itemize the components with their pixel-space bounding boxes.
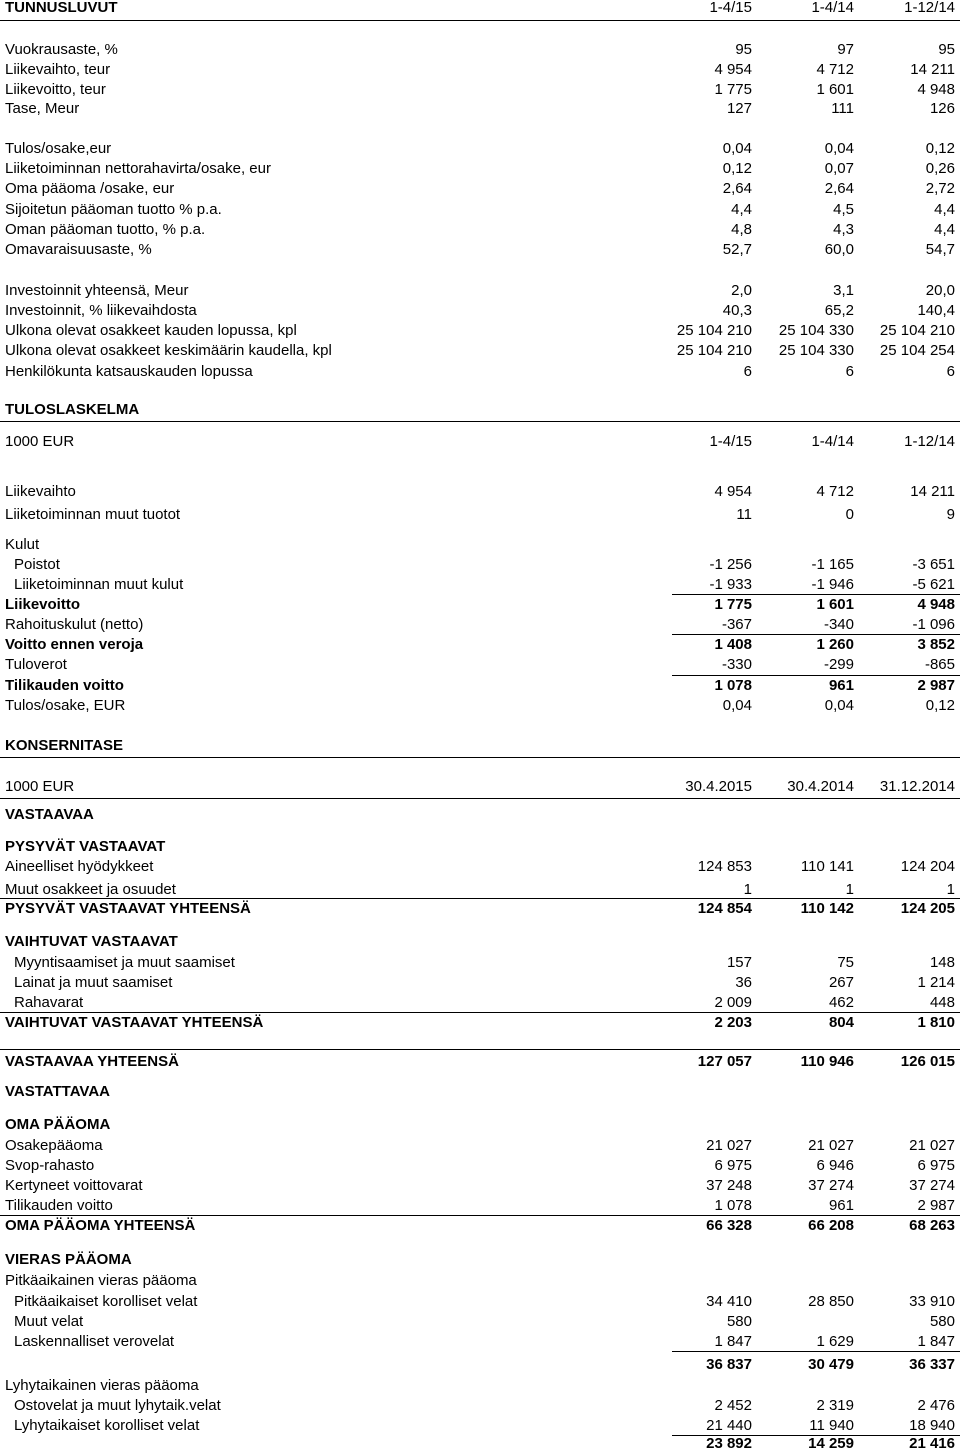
section-title: KONSERNITASE [5, 737, 124, 754]
table-row [0, 555, 960, 575]
cell-value: -367 [721, 616, 752, 633]
cell-value: 267 [828, 974, 854, 991]
cell-value: 1 260 [816, 636, 854, 653]
cell-value: 2,64 [722, 180, 752, 197]
cell-value: 36 837 [706, 1356, 752, 1373]
cell-value: 580 [929, 1313, 955, 1330]
row-label: Tulos/osake, EUR [5, 697, 126, 714]
cell-value: 23 892 [706, 1435, 752, 1452]
vastaavaa-title: VASTAAVAA [5, 806, 94, 823]
cell-value: 40,3 [722, 302, 752, 319]
cell-value: 6 946 [816, 1157, 854, 1174]
divider [0, 757, 960, 758]
cell-value: 148 [929, 954, 955, 971]
cell-value: 1 078 [714, 677, 752, 694]
row-label: Henkilökunta katsauskauden lopussa [5, 363, 253, 380]
table-row [0, 281, 960, 301]
cell-value: 97 [837, 41, 854, 58]
cell-value: 0 [845, 506, 854, 523]
row-label: Investoinnit yhteensä, Meur [5, 282, 189, 299]
cell-value: 2 987 [917, 677, 955, 694]
row-label: VASTAAVAA YHTEENSÄ [5, 1053, 179, 1070]
cell-value: 4,4 [934, 221, 955, 238]
row-label: Poistot [14, 556, 60, 573]
cell-value: 65,2 [824, 302, 854, 319]
cell-value: 2 987 [917, 1197, 955, 1214]
cell-value: 21 416 [909, 1435, 955, 1452]
row-label: Liiketoiminnan muut tuotot [5, 506, 181, 523]
table-row [0, 615, 960, 635]
row-label: Sijoitetun pääoman tuotto % p.a. [5, 201, 222, 218]
cell-value: 4 948 [917, 81, 955, 98]
table-row [0, 139, 960, 159]
cell-value: 28 850 [808, 1293, 854, 1310]
cell-value: 2,0 [731, 282, 752, 299]
cell-value: 1 847 [714, 1333, 752, 1350]
cell-value: 1 214 [917, 974, 955, 991]
table-row [0, 575, 960, 595]
row-label: Rahavarat [14, 994, 84, 1011]
cell-value: 66 208 [808, 1217, 854, 1234]
row-label: OMA PÄÄOMA YHTEENSÄ [5, 1217, 196, 1234]
row-label: Liiketoiminnan nettorahavirta/osake, eur [5, 160, 271, 177]
group-title [0, 932, 960, 952]
cell-value: 6 [845, 363, 854, 380]
cell-value: 1 775 [714, 596, 752, 613]
cell-value: 462 [828, 994, 854, 1011]
cell-value: 2 452 [714, 1397, 752, 1414]
cell-value: 126 015 [900, 1053, 955, 1070]
cell-value: 66 328 [706, 1217, 752, 1234]
group-label-row [0, 535, 960, 555]
column-header-row [0, 777, 960, 797]
cell-value: 804 [828, 1014, 854, 1031]
period-header: 1-12/14 [904, 433, 955, 450]
cell-value: 14 259 [808, 1435, 854, 1452]
cell-value: 21 440 [706, 1417, 752, 1434]
subtotal-row [0, 595, 960, 615]
cell-value: 2 476 [917, 1397, 955, 1414]
cell-value: 37 248 [706, 1177, 752, 1194]
total-row [0, 899, 960, 919]
cell-value: 1 810 [917, 1014, 955, 1031]
cell-value: 124 854 [697, 900, 752, 917]
row-label: Lyhytaikaiset korolliset velat [14, 1417, 200, 1434]
tuloslaskelma-header [0, 400, 960, 420]
total-row [0, 1216, 960, 1236]
group-label-row [0, 1376, 960, 1396]
cell-value: 3 852 [917, 636, 955, 653]
group-title [0, 837, 960, 857]
cell-value: -1 933 [709, 576, 752, 593]
cell-value: 30 479 [808, 1356, 854, 1373]
row-label: Pitkäaikainen vieras pääoma [5, 1272, 197, 1289]
cell-value: 1 601 [816, 596, 854, 613]
cell-value: 37 274 [909, 1177, 955, 1194]
period-header: 1-12/14 [904, 0, 955, 16]
group-label-row [0, 1271, 960, 1291]
group-title [0, 1082, 960, 1102]
table-row [0, 301, 960, 321]
cell-value: 110 141 [800, 858, 854, 875]
cell-value: 1 601 [816, 81, 854, 98]
vaihtuvat-title: VAIHTUVAT VASTAAVAT [5, 933, 178, 950]
cell-value: 37 274 [808, 1177, 854, 1194]
cell-value: 4,4 [934, 201, 955, 218]
table-row [0, 857, 960, 877]
cell-value: 1 [743, 881, 752, 898]
row-label: Laskennalliset verovelat [14, 1333, 175, 1350]
cell-value: 33 910 [909, 1293, 955, 1310]
cell-value: 36 337 [909, 1356, 955, 1373]
period-header: 1-4/15 [709, 0, 752, 16]
cell-value: 0,12 [925, 697, 955, 714]
cell-value: -1 946 [811, 576, 854, 593]
pysyvat-title: PYSYVÄT VASTAAVAT [5, 838, 166, 855]
cell-value: 25 104 210 [676, 322, 752, 339]
row-label: Svop-rahasto [5, 1157, 95, 1174]
tunnusluvut-periods [0, 0, 960, 18]
table-row [0, 482, 960, 502]
section-title: TULOSLASKELMA [5, 401, 140, 418]
cell-value: 25 104 330 [778, 322, 854, 339]
subtotal-row [0, 635, 960, 655]
row-label: Voitto ennen veroja [5, 636, 144, 653]
cell-value: 126 [929, 100, 955, 117]
table-row [0, 1332, 960, 1352]
cell-value: 124 853 [697, 858, 752, 875]
cell-value: 1 847 [917, 1333, 955, 1350]
row-label: Ulkona olevat osakkeet kauden lopussa, kpl [5, 322, 297, 339]
cell-value: 2,72 [925, 180, 955, 197]
cell-value: 1 078 [714, 1197, 752, 1214]
cell-value: 6 [743, 363, 752, 380]
row-label: Ulkona olevat osakkeet keskimäärin kaudella, kpl [5, 342, 332, 359]
cell-value: 60,0 [824, 241, 854, 258]
cell-value: 4,4 [731, 201, 752, 218]
cell-value: 4 954 [714, 483, 752, 500]
divider [0, 798, 960, 799]
row-label: Kulut [5, 536, 40, 553]
row-label: Muut osakkeet ja osuudet [5, 881, 176, 898]
row-label: VAIHTUVAT VASTAAVAT YHTEENSÄ [5, 1014, 264, 1031]
cell-value: 124 204 [900, 858, 955, 875]
cell-value: 52,7 [722, 241, 752, 258]
vastattavaa-title: VASTATTAVAA [5, 1083, 110, 1100]
date-header: 31.12.2014 [879, 778, 955, 795]
cell-value: 580 [726, 1313, 752, 1330]
row-label: Pitkäaikaiset korolliset velat [14, 1293, 198, 1310]
row-label: Lainat ja muut saamiset [14, 974, 173, 991]
cell-value: -1 096 [912, 616, 955, 633]
cell-value: 54,7 [925, 241, 955, 258]
section-title: TUNNUSLUVUT [5, 0, 118, 16]
cell-value: 95 [938, 41, 955, 58]
row-label: Myyntisaamiset ja muut saamiset [14, 954, 235, 971]
date-header: 30.4.2014 [787, 778, 854, 795]
row-label: Tase, Meur [5, 100, 80, 117]
cell-value: 2 203 [714, 1014, 752, 1031]
table-row [0, 80, 960, 100]
cell-value: 448 [929, 994, 955, 1011]
group-title [0, 805, 960, 825]
cell-value: 0,04 [722, 140, 752, 157]
table-row [0, 220, 960, 240]
table-row [0, 179, 960, 199]
cell-value: 9 [946, 506, 955, 523]
table-row [0, 362, 960, 382]
cell-value: 0,12 [925, 140, 955, 157]
cell-value: -5 621 [912, 576, 955, 593]
cell-value: 21 027 [706, 1137, 752, 1154]
table-row [0, 953, 960, 973]
cell-value: 1 [845, 881, 854, 898]
cell-value: 110 946 [800, 1053, 854, 1070]
cell-value: 25 104 210 [879, 322, 955, 339]
cell-value: 961 [828, 677, 854, 694]
row-label: Tilikauden voitto [5, 1197, 113, 1214]
cell-value: -299 [823, 656, 854, 673]
cell-value: 4 948 [917, 596, 955, 613]
cell-value: 20,0 [925, 282, 955, 299]
table-row [0, 993, 960, 1013]
row-label: Kertyneet voittovarat [5, 1177, 143, 1194]
table-row [0, 505, 960, 525]
cell-value: 1 775 [714, 81, 752, 98]
sum-line [672, 1351, 960, 1352]
row-label: Liikevoitto [5, 596, 81, 613]
table-row [0, 159, 960, 179]
row-label: Omavaraisuusaste, % [5, 241, 152, 258]
period-header: 1-4/15 [709, 433, 752, 450]
cell-value: 1 629 [816, 1333, 854, 1350]
table-row [0, 1136, 960, 1156]
row-label: Tilikauden voitto [5, 677, 124, 694]
table-row [0, 1156, 960, 1176]
cell-value: 75 [837, 954, 854, 971]
cell-value: 961 [828, 1197, 854, 1214]
cell-value: 11 [736, 506, 752, 523]
cell-value: -340 [823, 616, 854, 633]
table-row [0, 696, 960, 716]
unit-label: 1000 EUR [5, 778, 75, 795]
row-label: Tulos/osake,eur [5, 140, 112, 157]
cell-value: 6 [946, 363, 955, 380]
table-row [0, 200, 960, 220]
cell-value: 25 104 330 [778, 342, 854, 359]
cell-value: 36 [735, 974, 752, 991]
cell-value: 2 319 [816, 1397, 854, 1414]
cell-value: 4,8 [731, 221, 752, 238]
cell-value: 25 104 254 [879, 342, 955, 359]
row-label: Lyhytaikainen vieras pääoma [5, 1377, 199, 1394]
cell-value: 68 263 [909, 1217, 955, 1234]
cell-value: 6 975 [917, 1157, 955, 1174]
vieras-paaoma-title: VIERAS PÄÄOMA [5, 1251, 132, 1268]
table-row [0, 99, 960, 119]
cell-value: 0,04 [824, 697, 854, 714]
period-header: 1-4/14 [811, 0, 854, 16]
cell-value: 127 [726, 100, 752, 117]
row-label: Muut velat [14, 1313, 84, 1330]
row-label: Aineelliset hyödykkeet [5, 858, 154, 875]
table-row [0, 1396, 960, 1416]
column-header-row [0, 432, 960, 452]
row-label: PYSYVÄT VASTAAVAT YHTEENSÄ [5, 900, 251, 917]
cell-value: 0,07 [824, 160, 854, 177]
oma-paaoma-title: OMA PÄÄOMA [5, 1116, 111, 1133]
cell-value: 14 211 [910, 483, 955, 500]
row-label: Oman pääoman tuotto, % p.a. [5, 221, 206, 238]
cell-value: 157 [726, 954, 752, 971]
cell-value: 14 211 [910, 61, 955, 78]
group-title [0, 1115, 960, 1135]
row-label: Liikevaihto [5, 483, 76, 500]
cell-value: 140,4 [917, 302, 955, 319]
table-row [0, 1292, 960, 1312]
cell-value: 127 057 [697, 1053, 752, 1070]
row-label: Tuloverot [5, 656, 67, 673]
table-row [0, 880, 960, 900]
cell-value: 25 104 210 [676, 342, 752, 359]
table-row [0, 1312, 960, 1332]
cell-value: 0,26 [925, 160, 955, 177]
period-header: 1-4/14 [811, 433, 854, 450]
table-row [0, 655, 960, 675]
row-label: Rahoituskulut (netto) [5, 616, 144, 633]
unit-label: 1000 EUR [5, 433, 75, 450]
row-label: Liikevaihto, teur [5, 61, 111, 78]
row-label: Liikevoitto, teur [5, 81, 106, 98]
table-row [0, 60, 960, 80]
cell-value: 95 [735, 41, 752, 58]
cell-value: 1 [946, 881, 955, 898]
table-row [0, 1176, 960, 1196]
table-row [0, 341, 960, 361]
row-label: Investoinnit, % liikevaihdosta [5, 302, 197, 319]
cell-value: 0,04 [824, 140, 854, 157]
grand-total-row [0, 1052, 960, 1072]
cell-value: 21 027 [808, 1137, 854, 1154]
cell-value: 18 940 [909, 1417, 955, 1434]
row-label: Oma pääoma /osake, eur [5, 180, 175, 197]
table-row [0, 321, 960, 341]
cell-value: 6 975 [714, 1157, 752, 1174]
cell-value: -3 651 [912, 556, 955, 573]
cell-value: 2,64 [824, 180, 854, 197]
cell-value: 4 712 [816, 61, 854, 78]
group-title [0, 1250, 960, 1270]
cell-value: -1 256 [709, 556, 752, 573]
cell-value: 21 027 [909, 1137, 955, 1154]
cell-value: 2 009 [714, 994, 752, 1011]
row-label: Ostovelat ja muut lyhytaik.velat [14, 1397, 221, 1414]
row-label: Vuokrausaste, % [5, 41, 118, 58]
cell-value: 1 408 [714, 636, 752, 653]
cell-value: 0,12 [722, 160, 752, 177]
cell-value: -1 165 [811, 556, 854, 573]
cell-value: 11 940 [809, 1417, 854, 1434]
table-row [0, 973, 960, 993]
divider [0, 20, 960, 21]
cell-value: 111 [831, 100, 854, 117]
konsernitase-header [0, 736, 960, 756]
table-row [0, 1196, 960, 1216]
cell-value: -330 [721, 656, 752, 673]
row-label: Liiketoiminnan muut kulut [14, 576, 184, 593]
cell-value: 0,04 [722, 697, 752, 714]
cell-value: -865 [924, 656, 955, 673]
table-row [0, 40, 960, 60]
total-row [0, 1013, 960, 1033]
table-row [0, 1416, 960, 1436]
cell-value: 110 142 [800, 900, 854, 917]
row-label: Osakepääoma [5, 1137, 103, 1154]
subtotal-row [0, 676, 960, 696]
cell-value: 34 410 [706, 1293, 752, 1310]
subtotal-row [0, 1434, 960, 1454]
subtotal-row [0, 1355, 960, 1375]
cell-value: 4 712 [816, 483, 854, 500]
date-header: 30.4.2015 [685, 778, 752, 795]
sum-line [0, 1049, 960, 1050]
divider [0, 421, 960, 422]
cell-value: 124 205 [900, 900, 955, 917]
cell-value: 4 954 [714, 61, 752, 78]
table-row [0, 240, 960, 260]
cell-value: 3,1 [833, 282, 854, 299]
cell-value: 4,3 [833, 221, 854, 238]
cell-value: 4,5 [833, 201, 854, 218]
